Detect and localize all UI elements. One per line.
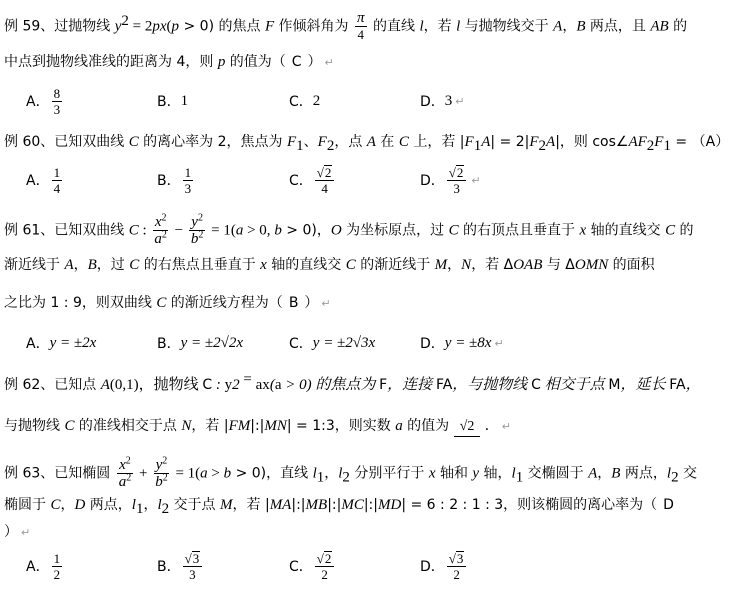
q59-option-c: C． 2 xyxy=(289,92,321,110)
q63-options xyxy=(0,551,640,581)
q63-answer: D xyxy=(663,497,674,513)
q63-option-a: A． $\frac{1}{2}$ xyxy=(26,550,61,582)
q61-option-b: B． y = ±2√2x xyxy=(157,334,244,352)
q59-options xyxy=(0,86,640,116)
q59-answer: C xyxy=(291,54,302,70)
q60-option-b: B． $\frac{1}{3}$ xyxy=(157,164,192,196)
q61-options xyxy=(0,328,640,358)
q63-option-c: C． $\frac{√2}{2}$ xyxy=(289,551,336,581)
q60-line1: 例 60、已知双曲线 C 的离心率为 2，焦点为 $F_1$、$F_2$，点 A 在 C 上，若 $|F_1A| = 2|F_2A|$，则 $\cos\angle AF_2F_1 = (A)$ xyxy=(4,134,729,154)
q60-option-a: A． $\frac{1}{4}$ xyxy=(26,164,61,196)
q61-line1: 例 61、已知双曲线 C : $\frac{x^2}{a^2}$ − $\frac{y^2}{b^2}$ = 1(a > 0, b > 0)，O 为坐标原点，过 C 的右顶点且垂直于 x 轴的直线交 C 的 xyxy=(4,212,694,247)
q60-option-d: D． $\frac{√2}{3}$ ↵ xyxy=(420,165,481,196)
pi-over-4: $\frac{\pi}{4}$ xyxy=(357,10,365,42)
q59-line1: 例 59、过抛物线 $y^2 = 2px(p > 0)$ 的焦点 F 作倾斜角为 $\frac{\pi}{4}$ 的直线 l，若 l 与抛物线交于 A，B 两点，且 AB 的 xyxy=(4,10,688,42)
q59-option-b: B． 1 xyxy=(157,92,189,110)
q60-options xyxy=(0,165,640,195)
q60-answer: A xyxy=(705,134,716,150)
q62-line2: 与抛物线 C 的准线相交于点 N，若 |FM|:|MN| = 1:3，则实数 a 的值为 √2 ． ↵ xyxy=(4,417,511,437)
q61-option-d: D． y = ±8x ↵ xyxy=(420,334,504,352)
q61-option-a: A． y = ±2x xyxy=(26,334,97,352)
q61-line3: 之比为 1 : 9，则双曲线 C 的渐近线方程为（ B ） ↵ xyxy=(4,295,331,311)
q63-option-b: B． $\frac{√3}{3}$ xyxy=(157,551,204,581)
q63-line2: 椭圆于 C，D 两点，$l_1$，$l_2$ 交于点 M，若 |MA|:|MB|:|MC|:|MD| = 6 : 2 : 1 : 3，则该椭圆的离心率为（ D xyxy=(4,496,680,514)
q63-option-d: D． $\frac{√3}{2}$ xyxy=(420,551,468,581)
q59-line2: 中点到抛物线准线的距离为 4，则 p 的值为（ C ） ↵ xyxy=(4,54,334,70)
q61-answer: B xyxy=(288,295,299,311)
q63-line1: 例 63、已知椭圆 $\frac{x^2}{a^2}$ + $\frac{y^2}{b^2}$ = 1(a > b > 0)，直线 $l_1$，$l_2$ 分别平行于 x 轴和 y 轴，$l_1$ 交椭圆于 A，B 两点，$l_2$ 交 xyxy=(4,455,698,490)
q59-option-a: A． $\frac{8}{3}$ xyxy=(26,85,61,117)
q62-line1: 例 62、已知点 A(0,1)，抛物线 C : y2 = ax(a > 0) 的焦点为 F，连接 FA，与抛物线 C 相交于点 M，延长 FA， xyxy=(4,371,701,393)
q61-option-c: C． y = ±2√3x xyxy=(289,334,376,352)
q60-option-c: C． $\frac{√2}{4}$ xyxy=(289,165,336,195)
q63-line3: ） ↵ xyxy=(4,524,31,540)
q59-option-d: D． 3 ↵ xyxy=(420,92,465,110)
q62-answer-blank: √2 xyxy=(454,418,481,437)
q61-line2: 渐近线于 A，B，过 C 的右焦点且垂直于 x 轴的直线交 C 的渐近线于 M，N，若 ΔOAB 与 ΔOMN 的面积 xyxy=(4,257,655,273)
